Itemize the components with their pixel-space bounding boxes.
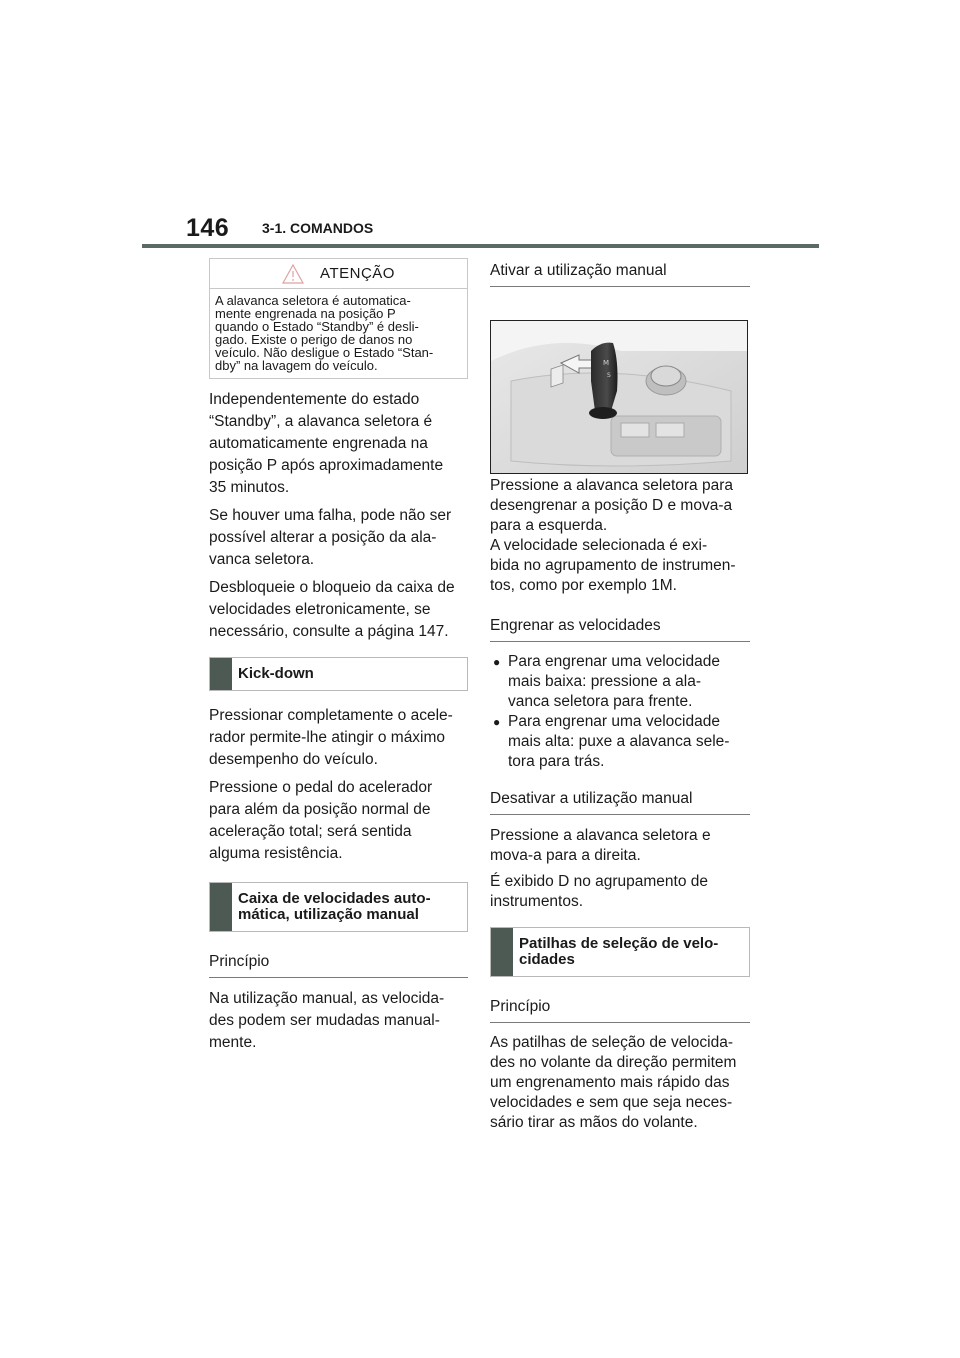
text-line: tora para trás. xyxy=(508,753,605,770)
text-line: aceleração total; será sentida xyxy=(209,823,412,840)
text-line: Pressionar completamente o acele- xyxy=(209,707,453,724)
activate-manual-subheading: Ativar a utilização manual xyxy=(490,258,750,287)
text-line: A velocidade selecionada é exi- xyxy=(490,537,708,554)
principle-subheading: Princípio xyxy=(209,949,468,978)
heading-line: Patilhas de seleção de velo- xyxy=(519,935,719,952)
heading-bar xyxy=(210,883,232,931)
text-line: des no volante da direção permitem xyxy=(490,1054,737,1071)
heading-text: Kick-down xyxy=(238,665,314,682)
warning-line: A alavanca seletora é automatica- xyxy=(215,293,411,308)
text-line: mais baixa: pressione a ala- xyxy=(508,673,701,690)
text-line: “Standby”, a alavanca seletora é xyxy=(209,413,433,430)
text-line: para a esquerda. xyxy=(490,517,608,534)
paragraph-unlock xyxy=(209,577,468,643)
heading-text xyxy=(513,928,726,976)
selector-lever-figure xyxy=(490,320,748,474)
heading-bar xyxy=(491,928,513,976)
heading-text xyxy=(232,883,439,931)
paragraph-deactivate xyxy=(490,826,750,866)
text-line: des podem ser mudadas manual- xyxy=(209,1012,440,1029)
engage-gears-subheading: Engrenar as velocidades xyxy=(490,613,750,642)
bullet-icon: ● xyxy=(493,655,501,669)
left-column xyxy=(209,258,468,1054)
text-line: velocidades eletronicamente, se xyxy=(209,601,431,618)
warning-box xyxy=(209,258,468,379)
text-line: rador permite-lhe atingir o máximo xyxy=(209,729,446,746)
text-line: Pressione a alavanca seletora para xyxy=(490,477,733,494)
text-line: mente. xyxy=(209,1034,257,1051)
list-item xyxy=(490,712,750,772)
text-line: Se houver uma falha, pode não ser xyxy=(209,507,452,524)
heading-line: mática, utilização manual xyxy=(238,906,419,923)
text-line: sário tirar as mãos do volante. xyxy=(490,1114,698,1131)
warning-line: veículo. Não desligue o Estado “Stan- xyxy=(215,345,434,360)
text-line: um engrenamento mais rápido das xyxy=(490,1074,730,1091)
warning-triangle-icon xyxy=(282,264,304,284)
kickdown-heading xyxy=(209,657,468,691)
text-line: As patilhas de seleção de velocida- xyxy=(490,1034,733,1051)
paddles-heading xyxy=(490,927,750,977)
header-rule xyxy=(142,244,819,248)
text-line: tos, como por exemplo 1M. xyxy=(490,577,677,594)
gear-selector-illustration xyxy=(491,321,747,473)
text-line: Pressione a alavanca seletora e xyxy=(490,827,711,844)
paragraph-display-d xyxy=(490,872,750,912)
text-line: mais alta: puxe a alavanca sele- xyxy=(508,733,730,750)
lever-label-s: S xyxy=(607,372,611,379)
text-line: vanca seletora para frente. xyxy=(508,693,693,710)
manual-mode-heading xyxy=(209,882,468,932)
text-line: velocidades e sem que seja neces- xyxy=(490,1094,733,1111)
list-item xyxy=(490,652,750,712)
text-line: automaticamente engrenada na xyxy=(209,435,428,452)
text-line: desengrenar a posição D e mova-a xyxy=(490,497,733,514)
heading-bar xyxy=(210,658,232,690)
text-line: Para engrenar uma velocidade xyxy=(508,653,720,670)
text-line: alguma resistência. xyxy=(209,845,343,862)
text-line: 35 minutos. xyxy=(209,479,290,496)
text-line: Para engrenar uma velocidade xyxy=(508,713,720,730)
paragraph-manual xyxy=(209,988,468,1054)
text-line: instrumentos. xyxy=(490,893,584,910)
text-line: para além da posição normal de xyxy=(209,801,431,818)
page-number: 146 xyxy=(186,214,230,242)
text-line: bida no agrupamento de instrumen- xyxy=(490,557,736,574)
paragraph-paddles xyxy=(490,1033,750,1133)
text-line: possível alterar a posição da ala- xyxy=(209,529,437,546)
gear-bullet-list xyxy=(490,652,750,772)
warning-text xyxy=(210,289,467,378)
text-line: É exibido D no agrupamento de xyxy=(490,873,709,890)
paragraph-accelerator xyxy=(209,777,468,865)
paragraph-standby xyxy=(209,389,468,499)
warning-title-row xyxy=(210,259,467,289)
paragraph-failure xyxy=(209,505,468,571)
paragraph-activate xyxy=(490,476,750,596)
text-line: Desbloqueie o bloqueio da caixa de xyxy=(209,579,455,596)
text-line: Independentemente do estado xyxy=(209,391,420,408)
right-column xyxy=(490,258,750,1133)
lever-label-m: M xyxy=(603,359,610,367)
deactivate-manual-subheading: Desativar a utilização manual xyxy=(490,786,750,815)
text-line: mova-a para a direita. xyxy=(490,847,641,864)
warning-line: quando o Estado “Standby” é desli- xyxy=(215,319,419,334)
text-line: desempenho do veículo. xyxy=(209,751,378,768)
heading-line: Caixa de velocidades auto- xyxy=(238,890,431,907)
warning-title: ATENÇÃO xyxy=(320,265,395,282)
warning-line: dby” na lavagem do veículo. xyxy=(215,358,378,373)
text-line: Pressione o pedal do acelerador xyxy=(209,779,433,796)
warning-line: gado. Existe o perigo de danos no xyxy=(215,332,413,347)
warning-line: mente engrenada na posição P xyxy=(215,306,396,321)
text-line: posição P após aproximadamente xyxy=(209,457,444,474)
paragraph-kickdown xyxy=(209,705,468,771)
heading-line: cidades xyxy=(519,951,575,968)
text-line: necessário, consulte a página 147. xyxy=(209,623,449,640)
text-line: vanca seletora. xyxy=(209,551,315,568)
principle-subheading-right: Princípio xyxy=(490,994,750,1023)
section-title: 3-1. COMANDOS xyxy=(262,220,374,236)
text-line: Na utilização manual, as velocida- xyxy=(209,990,445,1007)
bullet-icon: ● xyxy=(493,715,501,729)
